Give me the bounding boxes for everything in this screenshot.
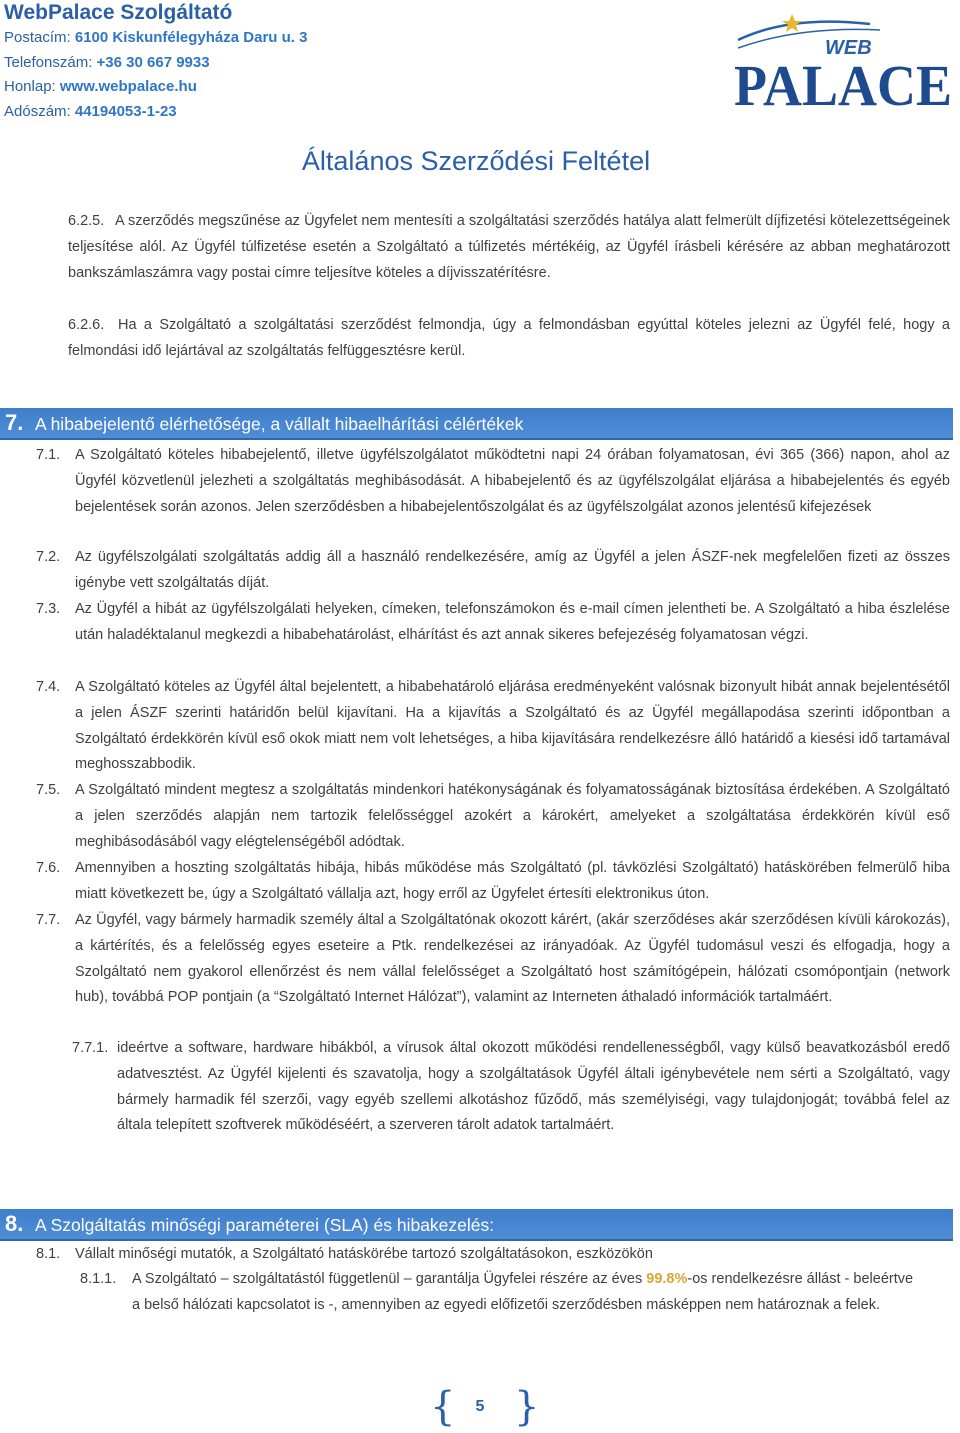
clause-7-2	[36, 545, 950, 597]
clause-7-5	[36, 778, 950, 855]
phone-value: +36 30 667 9933	[96, 53, 210, 71]
phone-number	[4, 51, 704, 76]
left-brace-icon: {	[430, 1384, 456, 1430]
page-footer	[430, 1384, 540, 1433]
section-number: 8.	[5, 1211, 24, 1236]
clause-number: 7.4.	[36, 679, 61, 695]
postal-address-label: Postacím:	[4, 29, 71, 46]
clause-number: 7.5.	[36, 782, 61, 798]
clause-text: A Szolgáltató mindent megtesz a szolgáltatás mindenkori hatékonyságának és folyamatosságának biztosítása érdekében. A Szolgáltató a jelen szerződés alapján nem tartozik felelősséggel azokért a károkért, amelyeket a szolgáltatása érdekkörén kívül eső meghibásodásából vagy elégtelenségéből adódtak.	[75, 782, 950, 850]
website-link[interactable]: www.webpalace.hu	[59, 78, 197, 95]
clause-number: 7.1.	[36, 447, 61, 463]
clause-text: A szerződés megszűnése az Ügyfelet nem mentesíti a szolgáltatási szerződés hatálya alatt felmerült díjfizetési kötelezettségeinek teljesítése alól. Az Ügyfél túlfizetése esetén a Szolgáltató a túlfizetés mértékéig, az Ügyfél írásbeli kérésére az abban meghatározott bankszámlaszámra vagy postai címre teljesítve köteles a díjvisszatérítésre.	[68, 213, 950, 281]
phone-label: Telefonszám:	[4, 53, 93, 71]
letterhead	[4, 0, 704, 124]
clause-number: 6.2.5.	[68, 213, 105, 229]
section-7-heading	[0, 408, 953, 440]
website	[4, 75, 704, 100]
clause-text: Az Ügyfél a hibát az ügyfélszolgálati helyeken, címeken, telefonszámokon és e-mail címen jelentheti be. A Szolgáltató a hiba észlelése után haladéktalanul megkezdi a hibabehatárolást, elhárítást és azt annak sikeres befejezéség folyamatosan végzi.	[75, 601, 950, 643]
logo-web-text: WEB	[825, 37, 872, 59]
clause-number: 7.7.	[36, 912, 61, 928]
clause-number: 8.1.1.	[80, 1271, 117, 1287]
tax-number	[4, 100, 704, 125]
webpalace-logo	[730, 10, 958, 110]
clause-7-7-1	[72, 1036, 950, 1139]
clause-number: 6.2.6.	[68, 317, 105, 333]
clause-number: 8.1.	[36, 1246, 61, 1262]
tax-label: Adószám:	[4, 102, 71, 120]
clause-7-4	[36, 675, 950, 778]
page-number: 5	[475, 1398, 485, 1415]
postal-address-value: 6100 Kiskunfélegyháza Daru u. 3	[74, 29, 308, 46]
logo-palace-text: PALACE	[734, 53, 952, 110]
clause-text: Amennyiben a hoszting szolgáltatás hibája, hibás működése más Szolgáltató (pl. távközlési Szolgáltató) hatáskörében felmerülő hiba miatt következett be, úgy a Szolgáltató vállalja azt, hogy erről az Ügyfelet értesíti elektronikus úton.	[75, 860, 950, 902]
clause-number: 7.3.	[36, 601, 61, 617]
availability-percentage: 99.8%	[646, 1271, 688, 1287]
star-icon	[782, 14, 802, 32]
clause-text: Ha a Szolgáltató a szolgáltatási szerződést felmondja, úgy a felmondásban egyúttal köteles jelezni az Ügyfél felé, hogy a felmondási idő lejártával az szolgáltatás felfüggesztésre kerül.	[68, 317, 950, 359]
clause-text	[132, 1267, 920, 1319]
clause-text: Vállalt minőségi mutatók, a Szolgáltató hatáskörébe tartozó szolgáltatásokon, eszközökön	[75, 1246, 653, 1262]
clause-text: A Szolgáltató köteles hibabejelentő, illetve ügyfélszolgálatot működtetni napi 24 órában folyamatosan, évi 365 (366) napon, ahol az Ügyfél közvetlenül jelezheti a szolgáltatás meghibásodását. A hibabejelentő és az ügyfélszolgálat eljárása a hibabejelentés és egyéb bejelentések során azonos. Jelen szerződésben a hibabejelentőszolgálat és az ügyfélszolgálat azonos jelentésű kifejezések	[75, 447, 950, 515]
tax-value: 44194053-1-23	[74, 102, 177, 120]
section-number: 7.	[5, 410, 24, 435]
section-title: A hibabejelentő elérhetősége, a vállalt hibaelhárítási célértékek	[35, 414, 524, 434]
clause-text: A Szolgáltató köteles az Ügyfél által bejelentett, a hibabehatároló eljárása eredményeként valósnak bizonyult hibát annak bejelentésétől a jelen ÁSZF szerinti határidőn belül kijavítani. Ha a kijavítás a Szolgáltató és az Ügyfél megállapodása szerinti időpontban a Szolgáltató érdekkörén kívül eső okok miatt nem volt lehetséges, a hiba kijavítására rendelkezésre álló határidő a kiesési idő tartamával meghosszabbodik.	[75, 679, 950, 773]
section-8-heading	[0, 1209, 953, 1241]
clause-6-2-6	[68, 313, 950, 365]
clause-text: Az ügyfélszolgálati szolgáltatás addig áll a használó rendelkezésére, amíg az Ügyfél a jelen ÁSZF-nek megfelelően fizeti az összes igénybe vett szolgáltatás díját.	[75, 549, 950, 591]
clause-text-part: A Szolgáltató – szolgáltatástól függetlenül – garantálja Ügyfelei részére az éves	[132, 1271, 647, 1287]
clause-7-7	[36, 908, 950, 1011]
clause-text-part: -os rendelkezésre állást - beleértve a belső hálózati kapcsolatot is -, amennyiben az egyedi előfizetői szerződésben másképpen nem határoznak a felek.	[132, 1271, 914, 1313]
clause-number: 7.7.1.	[72, 1040, 109, 1056]
postal-address	[4, 26, 704, 51]
company-name: WebPalace Szolgáltató	[4, 1, 233, 24]
website-label: Honlap:	[4, 78, 56, 95]
clause-text: Az Ügyfél, vagy bármely harmadik személy által a Szolgáltatónak okozott kárért, (akár szerződéses akár szerződésen kívüli károkozás), a kártérítés, és a felelősség egyes eseteire a Ptk. rendelkezései az irányadóak. Az Ügyfél tudomásul veszi és elfogadja, hogy a Szolgáltató nem gyakorol ellenőrzést és nem vállal felelősséget a Szolgáltató host számítógépein, hálózati csomópontjain (network hub), továbbá POP pontjain (a “Szolgáltató Internet Hálózat”), valamint az Interneten áthaladó információk tartalmáért.	[75, 912, 950, 1006]
clause-8-1	[36, 1242, 950, 1268]
clause-8-1-1	[80, 1267, 920, 1319]
clause-7-1	[36, 443, 950, 520]
clause-6-2-5	[68, 209, 950, 314]
document-title: Általános Szerződési Feltétel	[301, 146, 651, 176]
right-brace-icon: }	[514, 1384, 540, 1430]
clause-number: 7.2.	[36, 549, 61, 565]
clause-text: ideértve a software, hardware hibákból, a vírusok által okozott működési rendellenességből, vagy külső beavatkozásból eredő adatvesztést. Az Ügyfél kijelenti és szavatolja, hogy a szolgáltatások Ügyfél általi igénybevétele nem sérti a Szolgáltató, vagy bármely harmadik fél szerzői, vagy egyéb szellemi alkotáshoz fűződő, más személyiségi, vagy tulajdonjogát; továbbá felel az általa telepített szoftverek működéséért, a szerveren tárolt adatok tartalmáért.	[117, 1040, 950, 1134]
clause-7-6	[36, 856, 950, 908]
clause-number: 7.6.	[36, 860, 61, 876]
section-title: A Szolgáltatás minőségi paraméterei (SLA) és hibakezelés:	[35, 1215, 495, 1235]
clause-7-3	[36, 597, 950, 649]
